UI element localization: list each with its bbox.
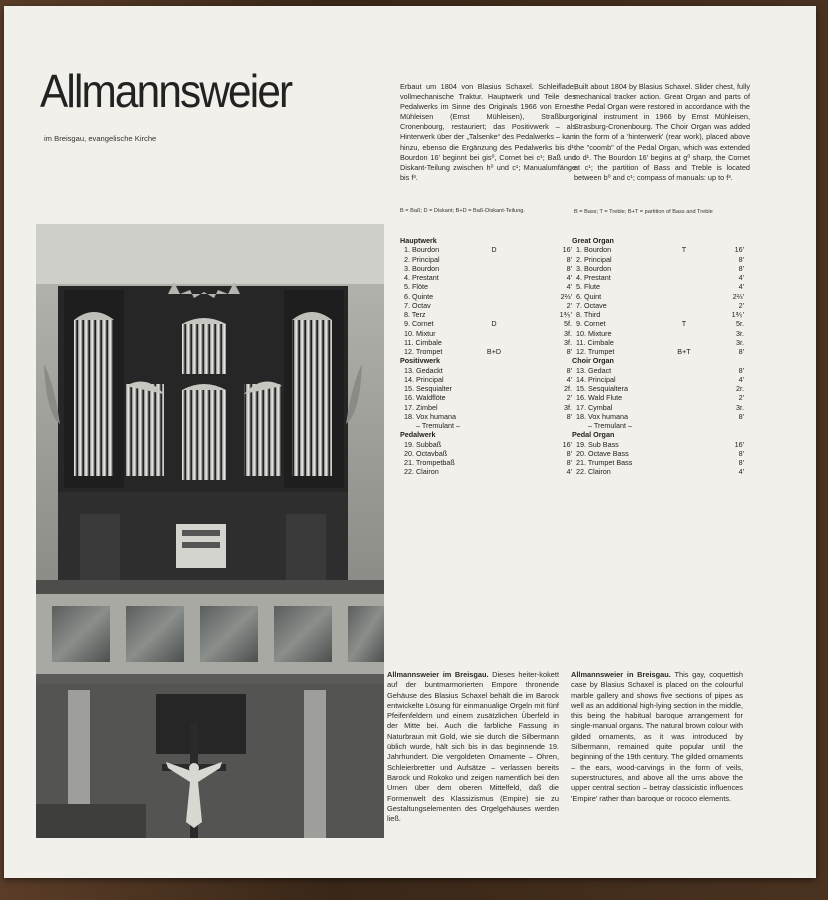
stop-division-mark: B+D [486, 347, 502, 356]
stop-row [400, 440, 572, 449]
stop-pitch: 2' [738, 300, 744, 310]
stop-name: 2. Principal [404, 254, 440, 264]
stop-name: 1. Bourdon [576, 245, 612, 255]
stop-pitch: 8' [566, 263, 572, 273]
stop-pitch: 2f. [564, 384, 572, 393]
stop-pitch: 8' [566, 347, 572, 356]
stop-pitch: 16' [734, 439, 744, 449]
stop-row [572, 393, 744, 402]
stop-pitch: 16' [562, 439, 572, 449]
stop-row [572, 292, 744, 301]
stop-row [400, 384, 572, 393]
stop-row [572, 449, 744, 458]
stop-pitch: 8' [566, 458, 572, 467]
stop-row [572, 375, 744, 384]
tremulant-row [400, 421, 572, 430]
stop-name: 12. Trompet [404, 347, 443, 356]
stop-pitch: 8' [738, 458, 744, 467]
stop-name: 2. Principal [576, 254, 612, 264]
division-heading: Positivwerk [400, 356, 440, 366]
stop-division-mark: T [681, 245, 687, 255]
stop-row [572, 366, 744, 375]
division-heading: Hauptwerk [400, 236, 437, 245]
caption-english [571, 670, 743, 804]
stop-name: 18. Vox humana [404, 411, 456, 421]
stop-pitch: 2' [738, 393, 744, 403]
stop-row [400, 338, 572, 347]
stop-pitch: 16' [562, 245, 572, 255]
stop-row [400, 403, 572, 412]
stop-row [400, 375, 572, 384]
stop-pitch: 4' [566, 282, 572, 292]
stop-row [400, 310, 572, 319]
stop-name: 13. Gedackt [404, 365, 443, 375]
stop-name: 4. Prestant [404, 273, 439, 282]
stop-name: – Tremulant – [416, 421, 460, 430]
stop-name: 6. Quint [576, 291, 602, 301]
stop-division-mark: T [681, 319, 687, 329]
stop-pitch: 3r. [736, 337, 744, 347]
stop-row [400, 292, 572, 301]
stop-name: 21. Trompetbaß [404, 458, 455, 467]
stop-pitch: 2⅔' [560, 291, 572, 301]
stop-pitch: 1⅗' [559, 310, 572, 319]
stop-pitch: 3f. [564, 337, 572, 347]
stop-name: – Tremulant – [588, 421, 632, 430]
legend-german: B = Baß; D = Diskant; B+D = Baß-Diskant-Teilung. [400, 208, 525, 214]
stop-pitch: 8' [738, 365, 744, 375]
stop-pitch: 8' [566, 254, 572, 264]
stop-pitch: 4' [738, 467, 744, 477]
stop-pitch: 16' [734, 245, 744, 255]
stop-row [572, 347, 744, 356]
caption-german [387, 670, 559, 824]
stop-row [572, 273, 744, 282]
stop-row [400, 282, 572, 291]
stop-pitch: 8' [566, 365, 572, 375]
stop-name: 10. Mixtur [404, 328, 436, 338]
caption-german-title: Allmannsweier im Breisgau. [387, 670, 489, 679]
organ-photo [36, 224, 384, 838]
stop-row [572, 412, 744, 421]
division-heading: Great Organ [572, 236, 614, 245]
stop-row [572, 384, 744, 393]
stop-pitch: 8' [566, 448, 572, 458]
stop-name: 15. Sesquialter [404, 384, 452, 393]
stop-name: 1. Bourdon [404, 245, 440, 255]
stop-name: 14. Principal [576, 374, 616, 384]
stop-row [400, 347, 572, 356]
stop-row [572, 282, 744, 291]
stop-pitch: 8' [738, 448, 744, 458]
stop-pitch: 3f. [564, 328, 572, 338]
stop-name: 22. Clairon [576, 467, 611, 477]
stop-name: 20. Octave Bass [576, 448, 629, 458]
stop-name: 19. Subbaß [404, 439, 442, 449]
page-subtitle: im Breisgau, evangelische Kirche [44, 134, 157, 143]
stop-name: 6. Quinte [404, 291, 434, 301]
division-heading: Pedalwerk [400, 430, 436, 440]
stop-row [400, 255, 572, 264]
stop-pitch: 3f. [564, 402, 572, 412]
tremulant-row [572, 421, 744, 430]
stop-pitch: 1⅗' [731, 310, 744, 319]
stop-pitch: 2' [566, 300, 572, 310]
stop-row [572, 245, 744, 254]
stop-pitch: 8' [738, 263, 744, 273]
stop-pitch: 4' [566, 374, 572, 384]
stop-pitch: 5r. [736, 319, 744, 329]
stop-division-mark: D [491, 319, 497, 329]
intro-english: Built about 1804 by Blasius Schaxel. Slider chest, fully mechanical tracker action. Great Organ and parts of the Pedal Organ were restored in accordance with the original instrument in 1966 by Ernst Mühleisen, Strasburg-Cronenbourg. The Choir Organ was added in the form of a 'hinterwerk' (rear work), placed above the "coomb" of the Pedal Organ, which was extended to d¹. The Bourdon 16' begins at g⁰ sharp, the Cornet at c¹; the partition of Bass and Treble is located between b⁰ and c¹; compass of manuals: up to f³. [574, 82, 750, 182]
division-heading: Choir Organ [572, 356, 614, 366]
stop-name: 8. Terz [404, 310, 426, 319]
booklet-page [4, 6, 816, 878]
stop-row [400, 245, 572, 254]
stop-name: 16. Wald Flute [576, 393, 623, 403]
caption-german-text: Dieses heiter-kokett auf der buntmarmorierten Empore thronende Gehäuse des Blasius Schaxel behält die im Barock entwickelte Lösung für einmanualige Orgeln mit fünf Pfeifenfeldern und einem zusätzlichen Überfeld in der Mitte bei. Auch die farbliche Fassung in Naturbraun mit Gold, wie sie durch die Silbermann üblich wurde, hält sich bis in das beginnende 19. Jahrhundert. Die vergoldeten Ornamente – Ohren, Schleierbretter und Aufsätze – verlassen bereits Barock und Rokoko und zeigen namentlich bei den Urnen über dem oberen Mittelfeld, daß die Formenwelt des Klassizismus (Empire) sie zu Gestaltungselementen des Orgelgehäuses werden ließ. [387, 670, 559, 824]
stop-name: 20. Octavbaß [404, 448, 448, 458]
stop-row [400, 329, 572, 338]
stop-name: 4. Prestant [576, 273, 611, 282]
stop-pitch: 4' [566, 467, 572, 477]
stop-name: 7. Octave [576, 300, 607, 310]
stop-row [572, 329, 744, 338]
stop-name: 7. Octav [404, 300, 431, 310]
stop-name: 10. Mixture [576, 328, 612, 338]
stop-pitch: 2⅔' [732, 291, 744, 301]
stop-name: 12. Trumpet [576, 347, 615, 356]
stop-name: 16. Waldflöte [404, 393, 446, 403]
stop-name: 9. Cornet [404, 319, 434, 329]
stop-name: 21. Trumpet Bass [576, 458, 633, 467]
stop-name: 15. Sesquialtera [576, 384, 628, 393]
stop-pitch: 5f. [564, 319, 572, 329]
stop-pitch: 2' [566, 393, 572, 403]
stop-pitch: 3r. [736, 328, 744, 338]
stop-name: 19. Sub Bass [576, 439, 619, 449]
stop-pitch: 4' [738, 282, 744, 292]
stop-pitch: 4' [566, 273, 572, 282]
stop-name: 17. Cymbal [576, 402, 613, 412]
stop-row [400, 366, 572, 375]
stop-name: 8. Third [576, 310, 601, 319]
stop-row [572, 440, 744, 449]
stoplist-english [572, 236, 744, 477]
stoplist-german [400, 236, 572, 477]
stop-row [400, 449, 572, 458]
stop-row [400, 301, 572, 310]
stop-row [572, 255, 744, 264]
stop-row [400, 273, 572, 282]
stop-row [572, 458, 744, 467]
stop-row [572, 403, 744, 412]
stop-division-mark: B+T [677, 347, 691, 356]
stop-name: 17. Zimbel [404, 402, 438, 412]
page-title: Allmannsweier [40, 65, 292, 117]
stop-name: 13. Gedact [576, 365, 612, 375]
stop-row [572, 319, 744, 328]
stop-name: 11. Cimbale [404, 337, 442, 347]
stop-pitch: 8' [738, 411, 744, 421]
legend-english: B = Bass; T = Treble; B+T = partition of Bass and Treble [574, 209, 713, 215]
stop-row [400, 458, 572, 467]
stop-pitch: 8' [738, 347, 744, 356]
stop-row [572, 264, 744, 273]
stop-name: 5. Flöte [404, 282, 428, 292]
stop-row [572, 301, 744, 310]
stop-pitch: 4' [738, 374, 744, 384]
intro-german: Erbaut um 1804 von Blasius Schaxel. Schleiflade, vollmechanische Traktur. Hauptwerk und Teile des Pedalwerks im Sinne des Originals 1966 von Ernest Mühleisen (Ernst Mühleisen), Straßburg-Cronenbourg, restauriert; das Positivwerk – als Hinterwerk über der „Talsenke“ des Pedalwerks – kam hinzu, ebenso die Ergänzung des Pedalwerks bis d¹. Bourdon 16' beginnt bei gis⁰, Cornet bei c¹; Baß und Diskant-Teilung zwischen h⁰ und c¹; Manualumfänge bis f³. [400, 82, 576, 182]
stop-row [572, 338, 744, 347]
stop-name: 22. Clairon [404, 467, 439, 477]
stop-pitch: 8' [566, 411, 572, 421]
stop-row [400, 393, 572, 402]
stop-name: 14. Principal [404, 374, 444, 384]
caption-english-text: This gay, coquettish case by Blasius Schaxel is placed on the colourful marble gallery and shows five sections of pipes as well as an additional high-lying section in the middle, this being the habitual baroque arrangement for single-manual organs. The natural brown colour with gilded ornaments, as it was introduced by Silbermann, remained quite popular until the beginning of the 19th century. The gilded ornaments – the ears, wood-carvings in the form of veils, superstructures, and above all the urns above the upper central section – betray classicistic influences 'Empire' rather than baroque or rococo elements. [571, 670, 743, 803]
stop-pitch: 4' [738, 273, 744, 282]
organ-case-illustration [36, 224, 384, 838]
stop-row [400, 319, 572, 328]
stop-name: 9. Cornet [576, 319, 606, 329]
stop-row [572, 310, 744, 319]
caption-english-title: Allmannsweier in Breisgau. [571, 670, 671, 679]
stop-name: 18. Vox humana [576, 411, 628, 421]
stop-pitch: 3r. [736, 402, 744, 412]
stop-name: 3. Bourdon [576, 263, 612, 273]
stop-row [400, 412, 572, 421]
stop-pitch: 2r. [736, 384, 744, 393]
stop-row [400, 467, 572, 476]
division-heading: Pedal Organ [572, 430, 615, 440]
stop-name: 3. Bourdon [404, 263, 440, 273]
stop-row [572, 467, 744, 476]
stop-pitch: 8' [738, 254, 744, 264]
stop-row [400, 264, 572, 273]
stop-division-mark: D [491, 245, 497, 255]
stop-name: 11. Cimbale [576, 337, 614, 347]
stop-name: 5. Flute [576, 282, 600, 292]
